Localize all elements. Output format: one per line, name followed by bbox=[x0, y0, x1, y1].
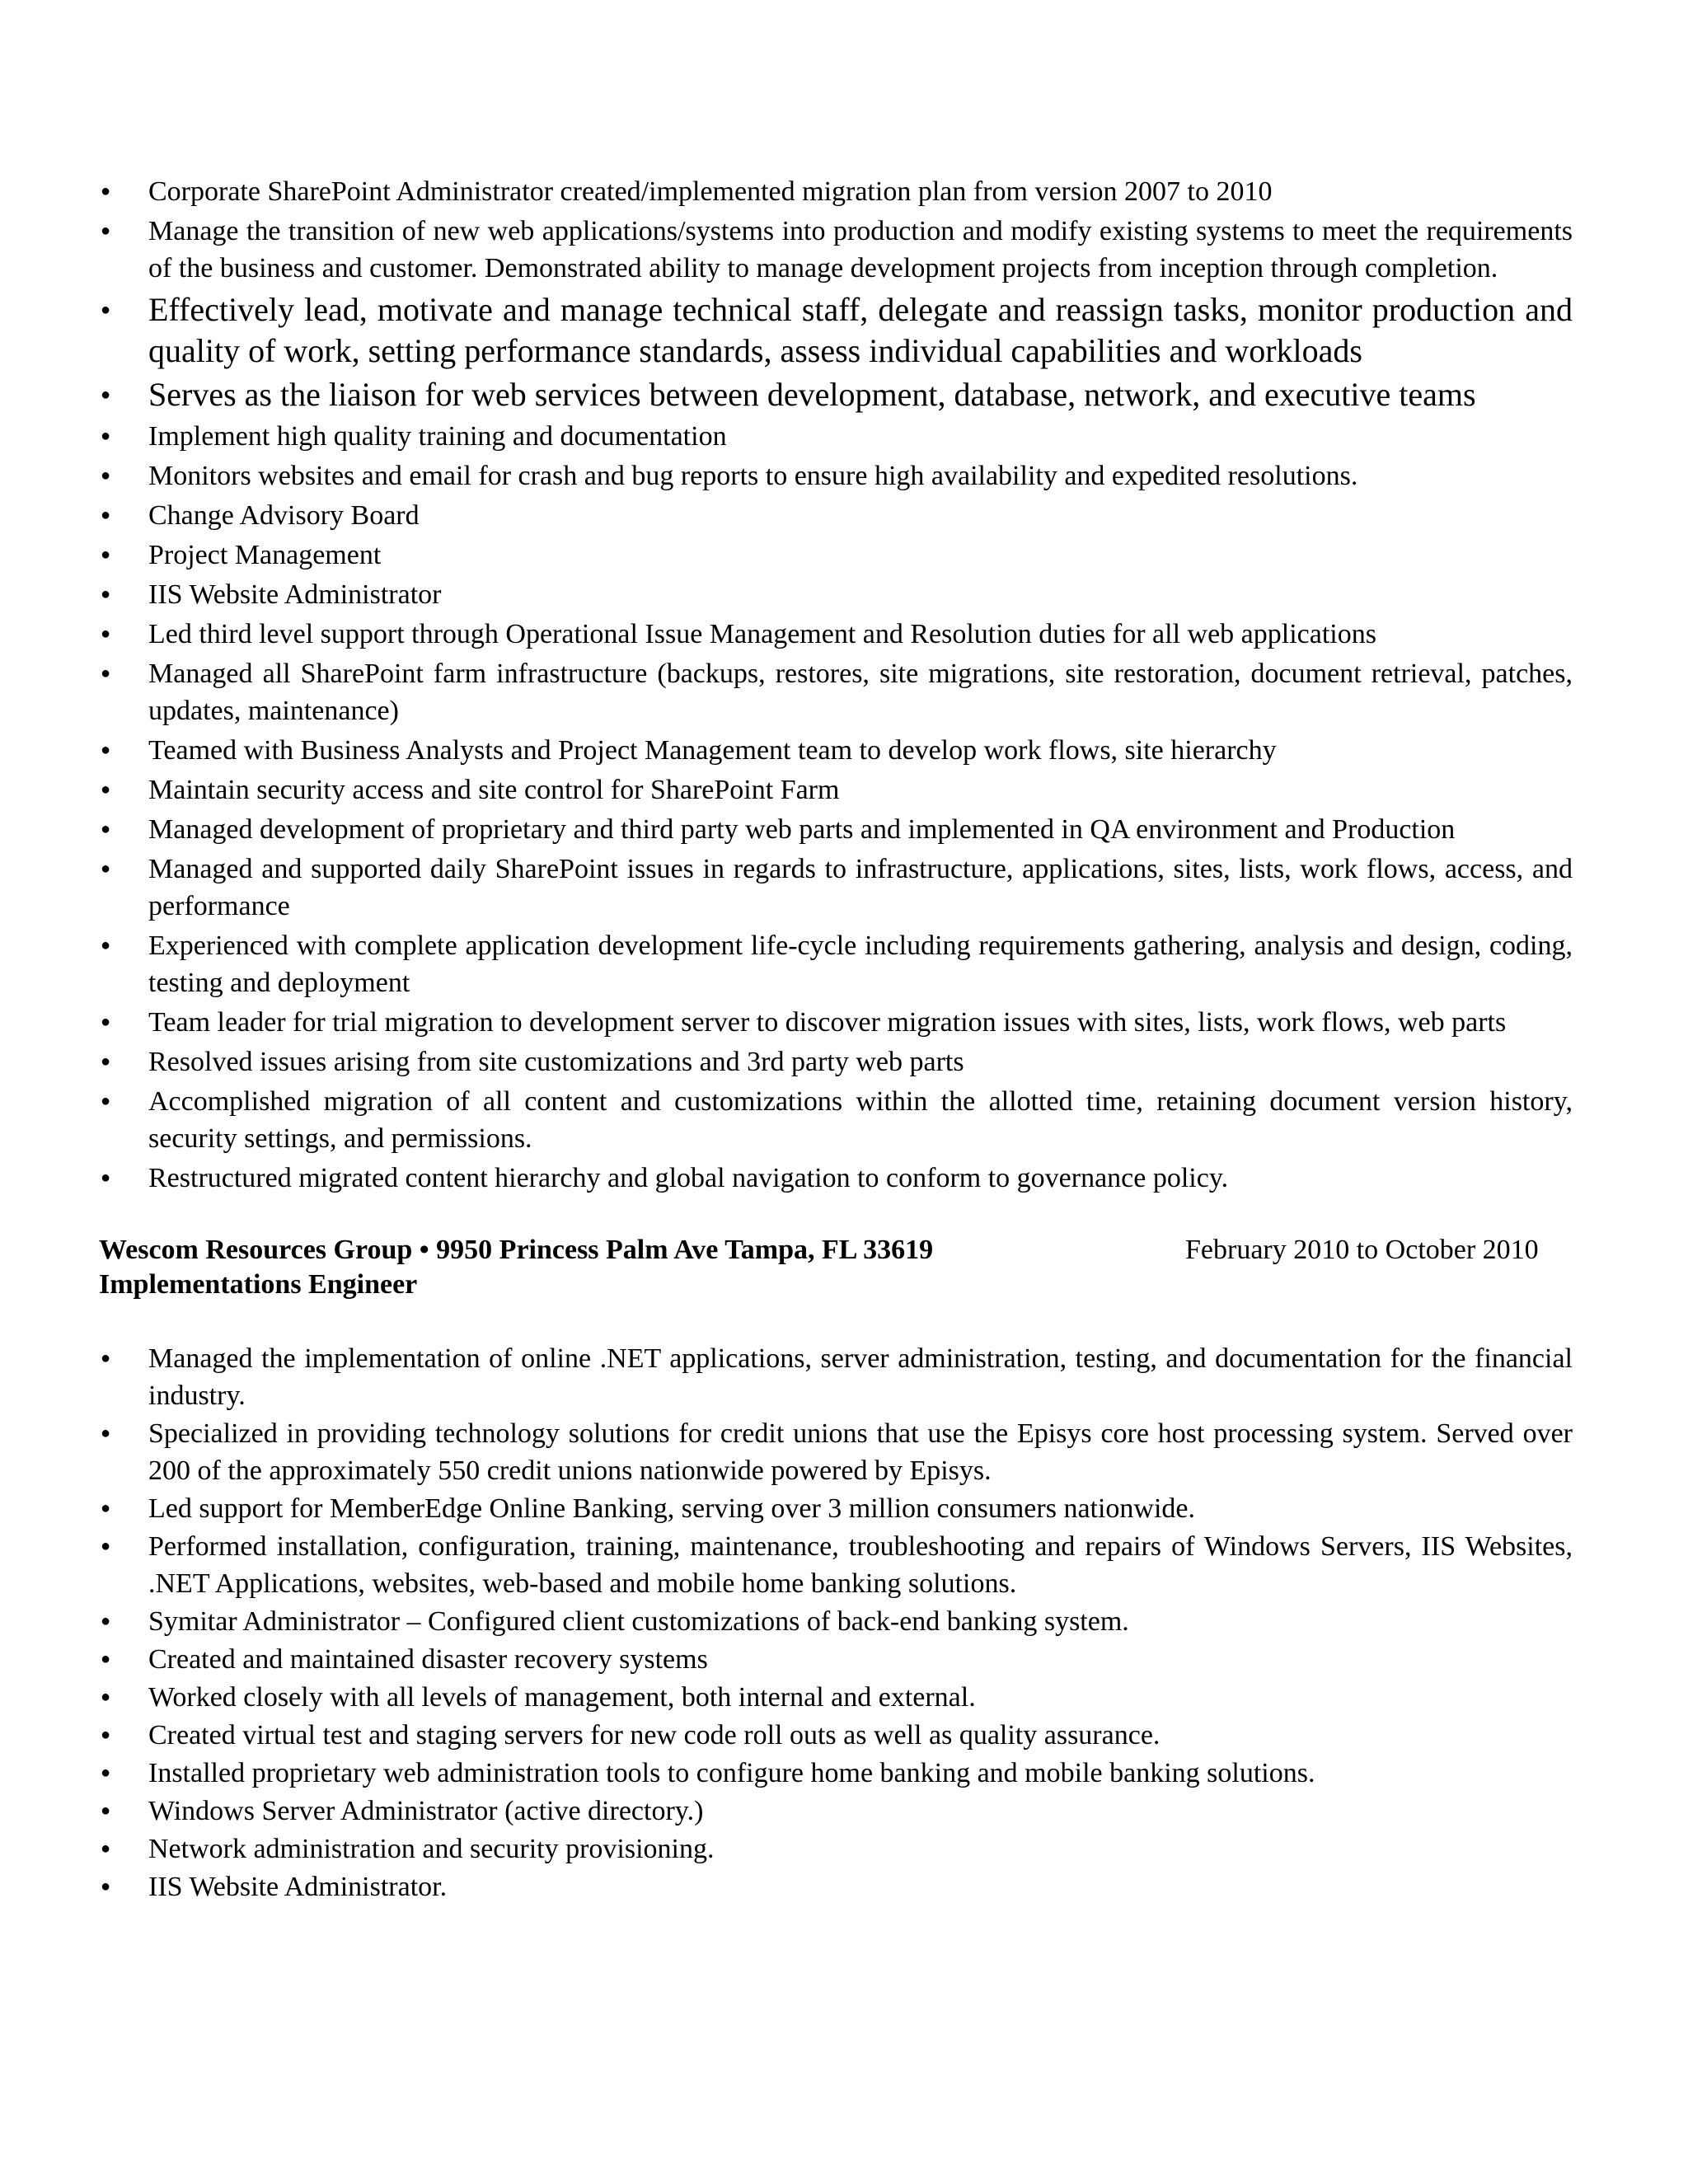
bullet-icon: ● bbox=[101, 506, 111, 524]
list-item-text: Serves as the liaison for web services between development, database, network, and executive teams bbox=[148, 376, 1476, 413]
list-item-text: Managed development of proprietary and third party web parts and implemented in QA environment and Production bbox=[148, 814, 1456, 845]
list-item-text: Managed all SharePoint farm infrastructure (backups, restores, site migrations, site restoration, document retrieval, patches, updates, maintenance) bbox=[148, 658, 1573, 726]
company-line: Wescom Resources Group • 9950 Princess Palm Ave Tampa, FL 33619 bbox=[99, 1235, 934, 1265]
list-item-text: Created virtual test and staging servers for new code roll outs as well as quality assurance. bbox=[148, 1720, 1160, 1750]
list-item bbox=[99, 771, 1573, 808]
list-item-text: Specialized in providing technology solutions for credit unions that use the Episys core host processing system. Served over 200 of the approximately 550 credit unions nationwide powered by Episys. bbox=[148, 1418, 1573, 1486]
list-item-text: Team leader for trial migration to development server to discover migration issues with sites, lists, work flows, web parts bbox=[148, 1007, 1507, 1038]
list-item bbox=[99, 1868, 1573, 1905]
list-item bbox=[99, 616, 1573, 653]
bullet-icon: ● bbox=[101, 1688, 111, 1706]
bullet-icon: ● bbox=[101, 625, 111, 643]
bullet-icon: ● bbox=[101, 546, 111, 564]
list-item bbox=[99, 289, 1573, 372]
bullet-icon: ● bbox=[101, 1612, 111, 1630]
bullet-icon: ● bbox=[101, 466, 111, 485]
list-item-text: Corporate SharePoint Administrator created/implemented migration plan from version 2007 to 2010 bbox=[148, 176, 1273, 207]
list-item bbox=[99, 418, 1573, 455]
list-item bbox=[99, 1043, 1573, 1080]
bullet-icon: ● bbox=[101, 1499, 111, 1517]
list-item bbox=[99, 1830, 1573, 1868]
list-item-text: Monitors websites and email for crash and bug reports to ensure high availability and expedited resolutions. bbox=[148, 461, 1358, 491]
bullet-icon: ● bbox=[101, 427, 111, 445]
bullet-icon: ● bbox=[101, 182, 111, 200]
bullet-icon: ● bbox=[101, 585, 111, 603]
list-item-text: Worked closely with all levels of management, both internal and external. bbox=[148, 1682, 976, 1713]
bullet-icon: ● bbox=[101, 1013, 111, 1031]
list-item bbox=[99, 173, 1573, 210]
previous-role-bullet-list bbox=[99, 173, 1573, 1197]
list-item bbox=[99, 1340, 1573, 1414]
bullet-icon: ● bbox=[101, 936, 111, 954]
list-item bbox=[99, 1004, 1573, 1041]
bullet-icon: ● bbox=[101, 1764, 111, 1782]
bullet-icon: ● bbox=[101, 664, 111, 682]
list-item-text: Experienced with complete application development life-cycle including requirements gathering, analysis and design, coding, testing and deployment bbox=[148, 930, 1573, 998]
list-item bbox=[99, 851, 1573, 925]
list-item bbox=[99, 497, 1573, 534]
bullet-icon: ● bbox=[101, 1726, 111, 1744]
list-item-text: Performed installation, configuration, training, maintenance, troubleshooting and repairs of Windows Servers, IIS Websites, .NET Applications, websites, web-based and mobile home banking solutions. bbox=[148, 1531, 1573, 1599]
bullet-icon: ● bbox=[101, 222, 111, 240]
list-item-text: Implement high quality training and documentation bbox=[148, 421, 727, 452]
bullet-icon: ● bbox=[101, 1840, 111, 1858]
list-item-text: Managed and supported daily SharePoint issues in regards to infrastructure, applications, sites, lists, work flows, access, and performance bbox=[148, 854, 1573, 921]
list-item-text: Effectively lead, motivate and manage technical staff, delegate and reassign tasks, monitor production and quality of work, setting performance standards, assess individual capabilities and workloads bbox=[148, 291, 1573, 369]
list-item-text: IIS Website Administrator bbox=[148, 579, 442, 610]
list-item bbox=[99, 1793, 1573, 1830]
list-item-text: Led third level support through Operational Issue Management and Resolution duties for all web applications bbox=[148, 619, 1376, 649]
wescom-bullet-list bbox=[99, 1340, 1573, 1905]
list-item bbox=[99, 213, 1573, 287]
list-item-text: Symitar Administrator – Configured client customizations of back-end banking system. bbox=[148, 1606, 1129, 1637]
list-item-text: Manage the transition of new web applications/systems into production and modify existing systems to meet the requirements of the business and customer. Demonstrated ability to manage development projects from inception through completion. bbox=[148, 216, 1573, 284]
bullet-icon: ● bbox=[101, 780, 111, 799]
job-header bbox=[99, 1233, 1573, 1302]
list-item-text: Maintain security access and site control for SharePoint Farm bbox=[148, 775, 840, 805]
list-item bbox=[99, 1717, 1573, 1754]
list-item bbox=[99, 1160, 1573, 1197]
bullet-icon: ● bbox=[101, 1092, 111, 1110]
bullet-icon: ● bbox=[101, 860, 111, 878]
job-title: Implementations Engineer bbox=[99, 1269, 418, 1300]
list-item bbox=[99, 457, 1573, 494]
bullet-icon: ● bbox=[101, 1052, 111, 1071]
list-item bbox=[99, 811, 1573, 848]
list-item-text: Accomplished migration of all content and customizations within the allotted time, retaining document version history, security settings, and permissions. bbox=[148, 1086, 1573, 1154]
list-item bbox=[99, 1083, 1573, 1157]
resume-page bbox=[99, 173, 1573, 1906]
list-item bbox=[99, 537, 1573, 574]
list-item bbox=[99, 1490, 1573, 1527]
list-item-text: Managed the implementation of online .NET applications, server administration, testing, and documentation for the financial industry. bbox=[148, 1343, 1573, 1411]
bullet-icon: ● bbox=[101, 1877, 111, 1896]
bullet-icon: ● bbox=[101, 1424, 111, 1442]
list-item bbox=[99, 576, 1573, 613]
list-item bbox=[99, 1679, 1573, 1716]
bullet-icon: ● bbox=[101, 1802, 111, 1820]
bullet-icon: ● bbox=[101, 1537, 111, 1555]
bullet-icon: ● bbox=[101, 386, 111, 404]
list-item-text: Restructured migrated content hierarchy and global navigation to conform to governance policy. bbox=[148, 1163, 1229, 1193]
list-item-text: Resolved issues arising from site customizations and 3rd party web parts bbox=[148, 1047, 964, 1077]
list-item bbox=[99, 1528, 1573, 1602]
list-item-text: Change Advisory Board bbox=[148, 500, 420, 531]
list-item-text: Project Management bbox=[148, 540, 382, 570]
list-item bbox=[99, 374, 1573, 415]
employment-dates: February 2010 to October 2010 bbox=[1185, 1235, 1539, 1265]
list-item bbox=[99, 655, 1573, 729]
list-item bbox=[99, 732, 1573, 769]
list-item bbox=[99, 1641, 1573, 1678]
bullet-icon: ● bbox=[101, 1349, 111, 1367]
list-item-text: Led support for MemberEdge Online Banking, serving over 3 million consumers nationwide. bbox=[148, 1493, 1196, 1524]
bullet-icon: ● bbox=[101, 741, 111, 759]
list-item-text: Teamed with Business Analysts and Project Management team to develop work flows, site hierarchy bbox=[148, 735, 1277, 766]
list-item bbox=[99, 1755, 1573, 1792]
list-item-text: IIS Website Administrator. bbox=[148, 1872, 448, 1902]
list-item bbox=[99, 1415, 1573, 1489]
list-item-text: Created and maintained disaster recovery systems bbox=[148, 1644, 708, 1675]
bullet-icon: ● bbox=[101, 1650, 111, 1668]
bullet-icon: ● bbox=[101, 820, 111, 838]
list-item-text: Installed proprietary web administration tools to configure home banking and mobile banking solutions. bbox=[148, 1758, 1315, 1788]
list-item bbox=[99, 1603, 1573, 1640]
list-item-text: Windows Server Administrator (active directory.) bbox=[148, 1796, 704, 1826]
job-header-line bbox=[99, 1233, 1573, 1268]
bullet-icon: ● bbox=[101, 301, 111, 319]
list-item-text: Network administration and security provisioning. bbox=[148, 1834, 715, 1864]
bullet-icon: ● bbox=[101, 1169, 111, 1187]
list-item bbox=[99, 927, 1573, 1001]
